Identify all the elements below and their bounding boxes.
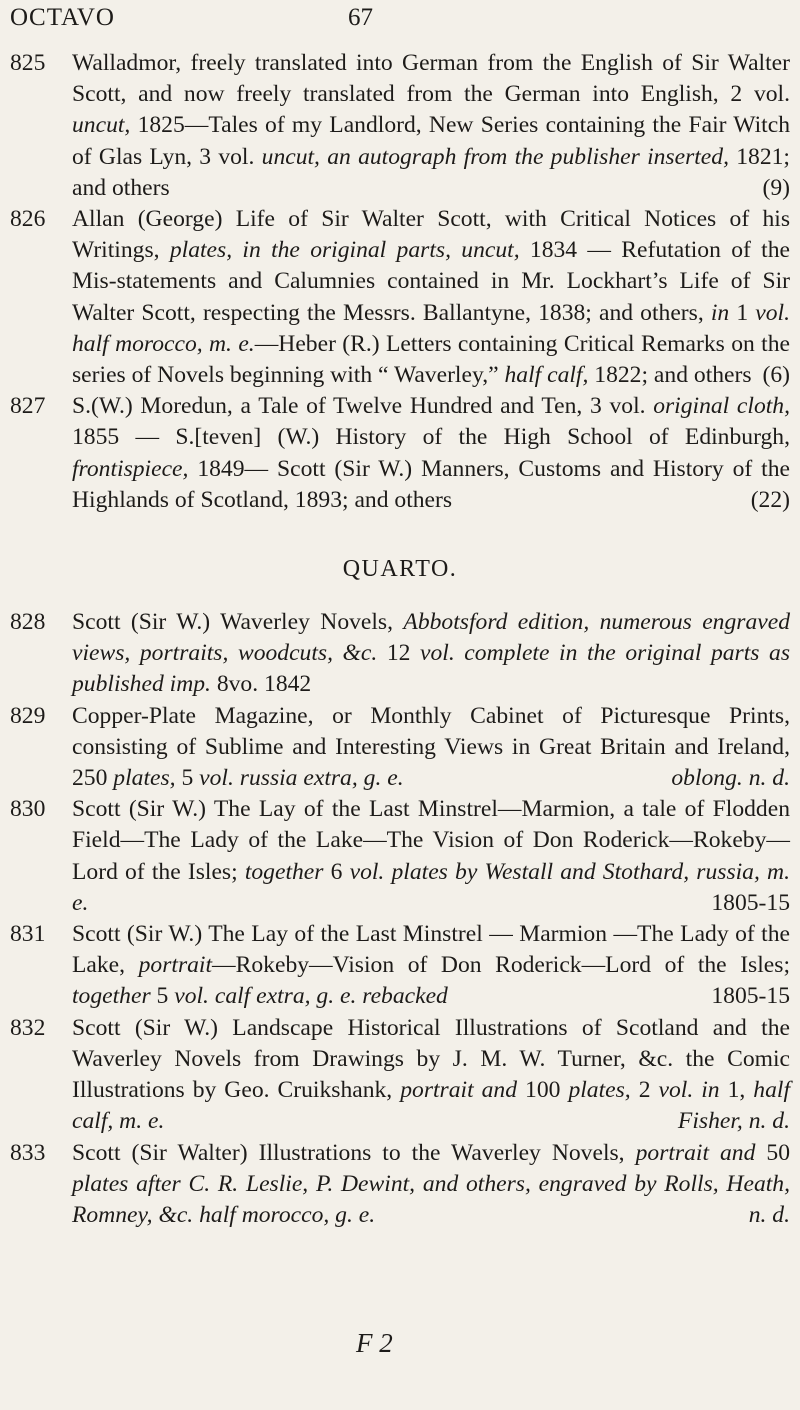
description-text: 8vo. 1842	[210, 671, 312, 698]
lot-description	[72, 204, 790, 391]
lot-description	[72, 794, 790, 919]
description-text: vol. half morocco, m. e.	[72, 299, 791, 357]
description-text: portrait and	[635, 1139, 756, 1166]
lot-description	[72, 919, 790, 1013]
description-text: 1825—Tales of my Landlord, New Series containing the Fair Witch of Glas Lyn, 3 vol.	[72, 112, 790, 170]
catalogue-entry	[10, 794, 790, 919]
catalogue-entry	[10, 48, 790, 204]
signature-mark: F 2	[356, 1328, 393, 1358]
description-text: Scott (Sir W.) Waverley Novels,	[72, 609, 404, 636]
description-text: 1855 — S.[teven] (W.) History of the High School of Edinburgh,	[72, 424, 790, 451]
catalogue-entry	[10, 1013, 790, 1138]
description-text: half calf,	[504, 362, 589, 389]
catalogue-entry	[10, 607, 790, 701]
catalogue-entry	[10, 1138, 790, 1232]
description-text: plates, in the original parts, uncut,	[169, 237, 520, 264]
catalogue-entry	[10, 204, 790, 391]
catalogue-entry	[10, 701, 790, 795]
lot-price: 1805-15	[711, 889, 790, 916]
lot-description	[72, 607, 790, 701]
lot-price: (22)	[750, 486, 790, 513]
description-text: 1821; and others	[72, 143, 790, 201]
lot-price: n. d.	[748, 1201, 790, 1228]
description-text: Copper-Plate Magazine, or Monthly Cabinet of Picturesque Prints, consisting of Sublime and Interesting Views in Great Britain and Ireland, 250	[72, 702, 790, 792]
description-text: frontispiece,	[72, 455, 189, 482]
description-text: 5	[150, 983, 175, 1010]
catalogue-entry	[10, 919, 790, 1013]
description-text: vol. complete in the original parts as published imp.	[72, 640, 791, 698]
description-text: 1	[729, 299, 756, 326]
description-text: 12	[377, 640, 421, 667]
description-text: uncut, an autograph from the publisher inserted,	[261, 143, 729, 170]
lot-description	[72, 391, 790, 516]
description-text: together	[72, 983, 151, 1010]
description-text: portrait	[138, 952, 213, 979]
section-heading-quarto: QUARTO.	[342, 556, 458, 583]
description-text: vol. russia extra, g. e.	[199, 765, 404, 792]
description-text: 50	[755, 1139, 790, 1166]
description-text: Allan (George) Life of Sir Walter Scott, with Critical Notices of his Writings,	[72, 206, 790, 264]
octavo-entries	[10, 48, 790, 516]
lot-number: 830	[10, 796, 46, 823]
lot-price: oblong. n. d.	[671, 765, 790, 792]
description-text: S.(W.) Moredun, a Tale of Twelve Hundred and Ten, 3 vol.	[72, 393, 654, 420]
description-text: plates,	[568, 1077, 631, 1104]
description-text: Scott (Sir W.) The Lay of the Last Minstrel — Marmion —The Lady of the Lake,	[72, 921, 790, 979]
description-text: Walladmor, freely translated into German from the English of Sir Walter Scott, and now freely translated from the German into English, 2 vol.	[72, 50, 790, 108]
description-text: —Rokeby—Vision of Don Roderick—Lord of the Isles;	[212, 952, 790, 979]
lot-description	[72, 1013, 790, 1138]
description-text: vol. plates by Westall and Stothard, russia, m. e.	[72, 858, 790, 916]
description-text: 1822; and others	[588, 362, 752, 389]
description-text: plates,	[113, 765, 176, 792]
description-text: portrait and	[400, 1077, 518, 1104]
lot-price: 1805-15	[711, 983, 790, 1010]
catalogue-entry	[10, 391, 790, 516]
lot-number: 827	[10, 393, 46, 420]
catalogue-content	[10, 48, 790, 1231]
description-text: 2	[630, 1077, 659, 1104]
description-text: 5	[175, 765, 200, 792]
description-text: Scott (Sir W.) Landscape Historical Illustrations of Scotland and the Waverley Novels from Drawings by J. M. W. Turner, &c. the Comic Illustrations by Geo. Cruikshank,	[72, 1014, 790, 1104]
description-text: Scott (Sir Walter) Illustrations to the Waverley Novels,	[72, 1139, 636, 1166]
description-text: 100	[517, 1077, 569, 1104]
description-text: 1834 — Refutation of the Mis-statements and Calumnies contained in Mr. Lockhart’s Life of Sir Walter Scott, respecting the Messrs. Ballantyne, 1838; and others,	[72, 237, 790, 326]
lot-price: (6)	[762, 362, 790, 389]
lot-description	[72, 1138, 790, 1232]
description-text: in	[710, 299, 730, 326]
description-text: —Heber (R.) Letters containing Critical Remarks on the series of Novels beginning with “ Waverley,”	[72, 330, 790, 389]
lot-price: (9)	[762, 174, 790, 201]
description-text: Abbotsford edition, numerous engraved views, portraits, woodcuts, &c.	[72, 609, 790, 667]
quarto-entries	[10, 607, 790, 1231]
lot-number: 831	[10, 921, 46, 948]
description-text: 1849— Scott (Sir W.) Manners, Customs and History of the Highlands of Scotland, 1893; and others	[72, 455, 790, 513]
description-text: vol. in	[658, 1077, 720, 1104]
lot-number: 828	[10, 609, 46, 636]
description-text: Scott (Sir W.) The Lay of the Last Minstrel—Marmion, a tale of Flodden Field—The Lady of the Lake—The Vision of Don Roderick—Rokeby—Lord of the Isles;	[72, 796, 790, 885]
lot-description	[72, 701, 790, 795]
page-number: 67	[348, 4, 373, 31]
lot-number: 829	[10, 702, 46, 729]
description-text: half calf, m. e.	[72, 1077, 791, 1135]
running-title: OCTAVO	[10, 4, 115, 31]
description-text: vol. calf extra, g. e. rebacked	[174, 983, 448, 1010]
lot-number: 833	[10, 1139, 46, 1166]
lot-number: 825	[10, 50, 46, 76]
lot-description	[72, 48, 790, 204]
description-text: uncut,	[72, 112, 131, 139]
description-text: together	[244, 858, 324, 885]
description-text: 1,	[719, 1077, 754, 1104]
page-header	[10, 4, 790, 44]
lot-price: Fisher, n. d.	[677, 1108, 790, 1135]
lot-number: 826	[10, 206, 46, 233]
description-text: plates after C. R. Leslie, P. Dewint, and others, engraved by Rolls, Heath, Romney, &c. half morocco, g. e.	[72, 1170, 790, 1228]
lot-number: 832	[10, 1014, 46, 1041]
description-text: 6	[323, 858, 350, 885]
description-text: original cloth,	[653, 393, 790, 420]
